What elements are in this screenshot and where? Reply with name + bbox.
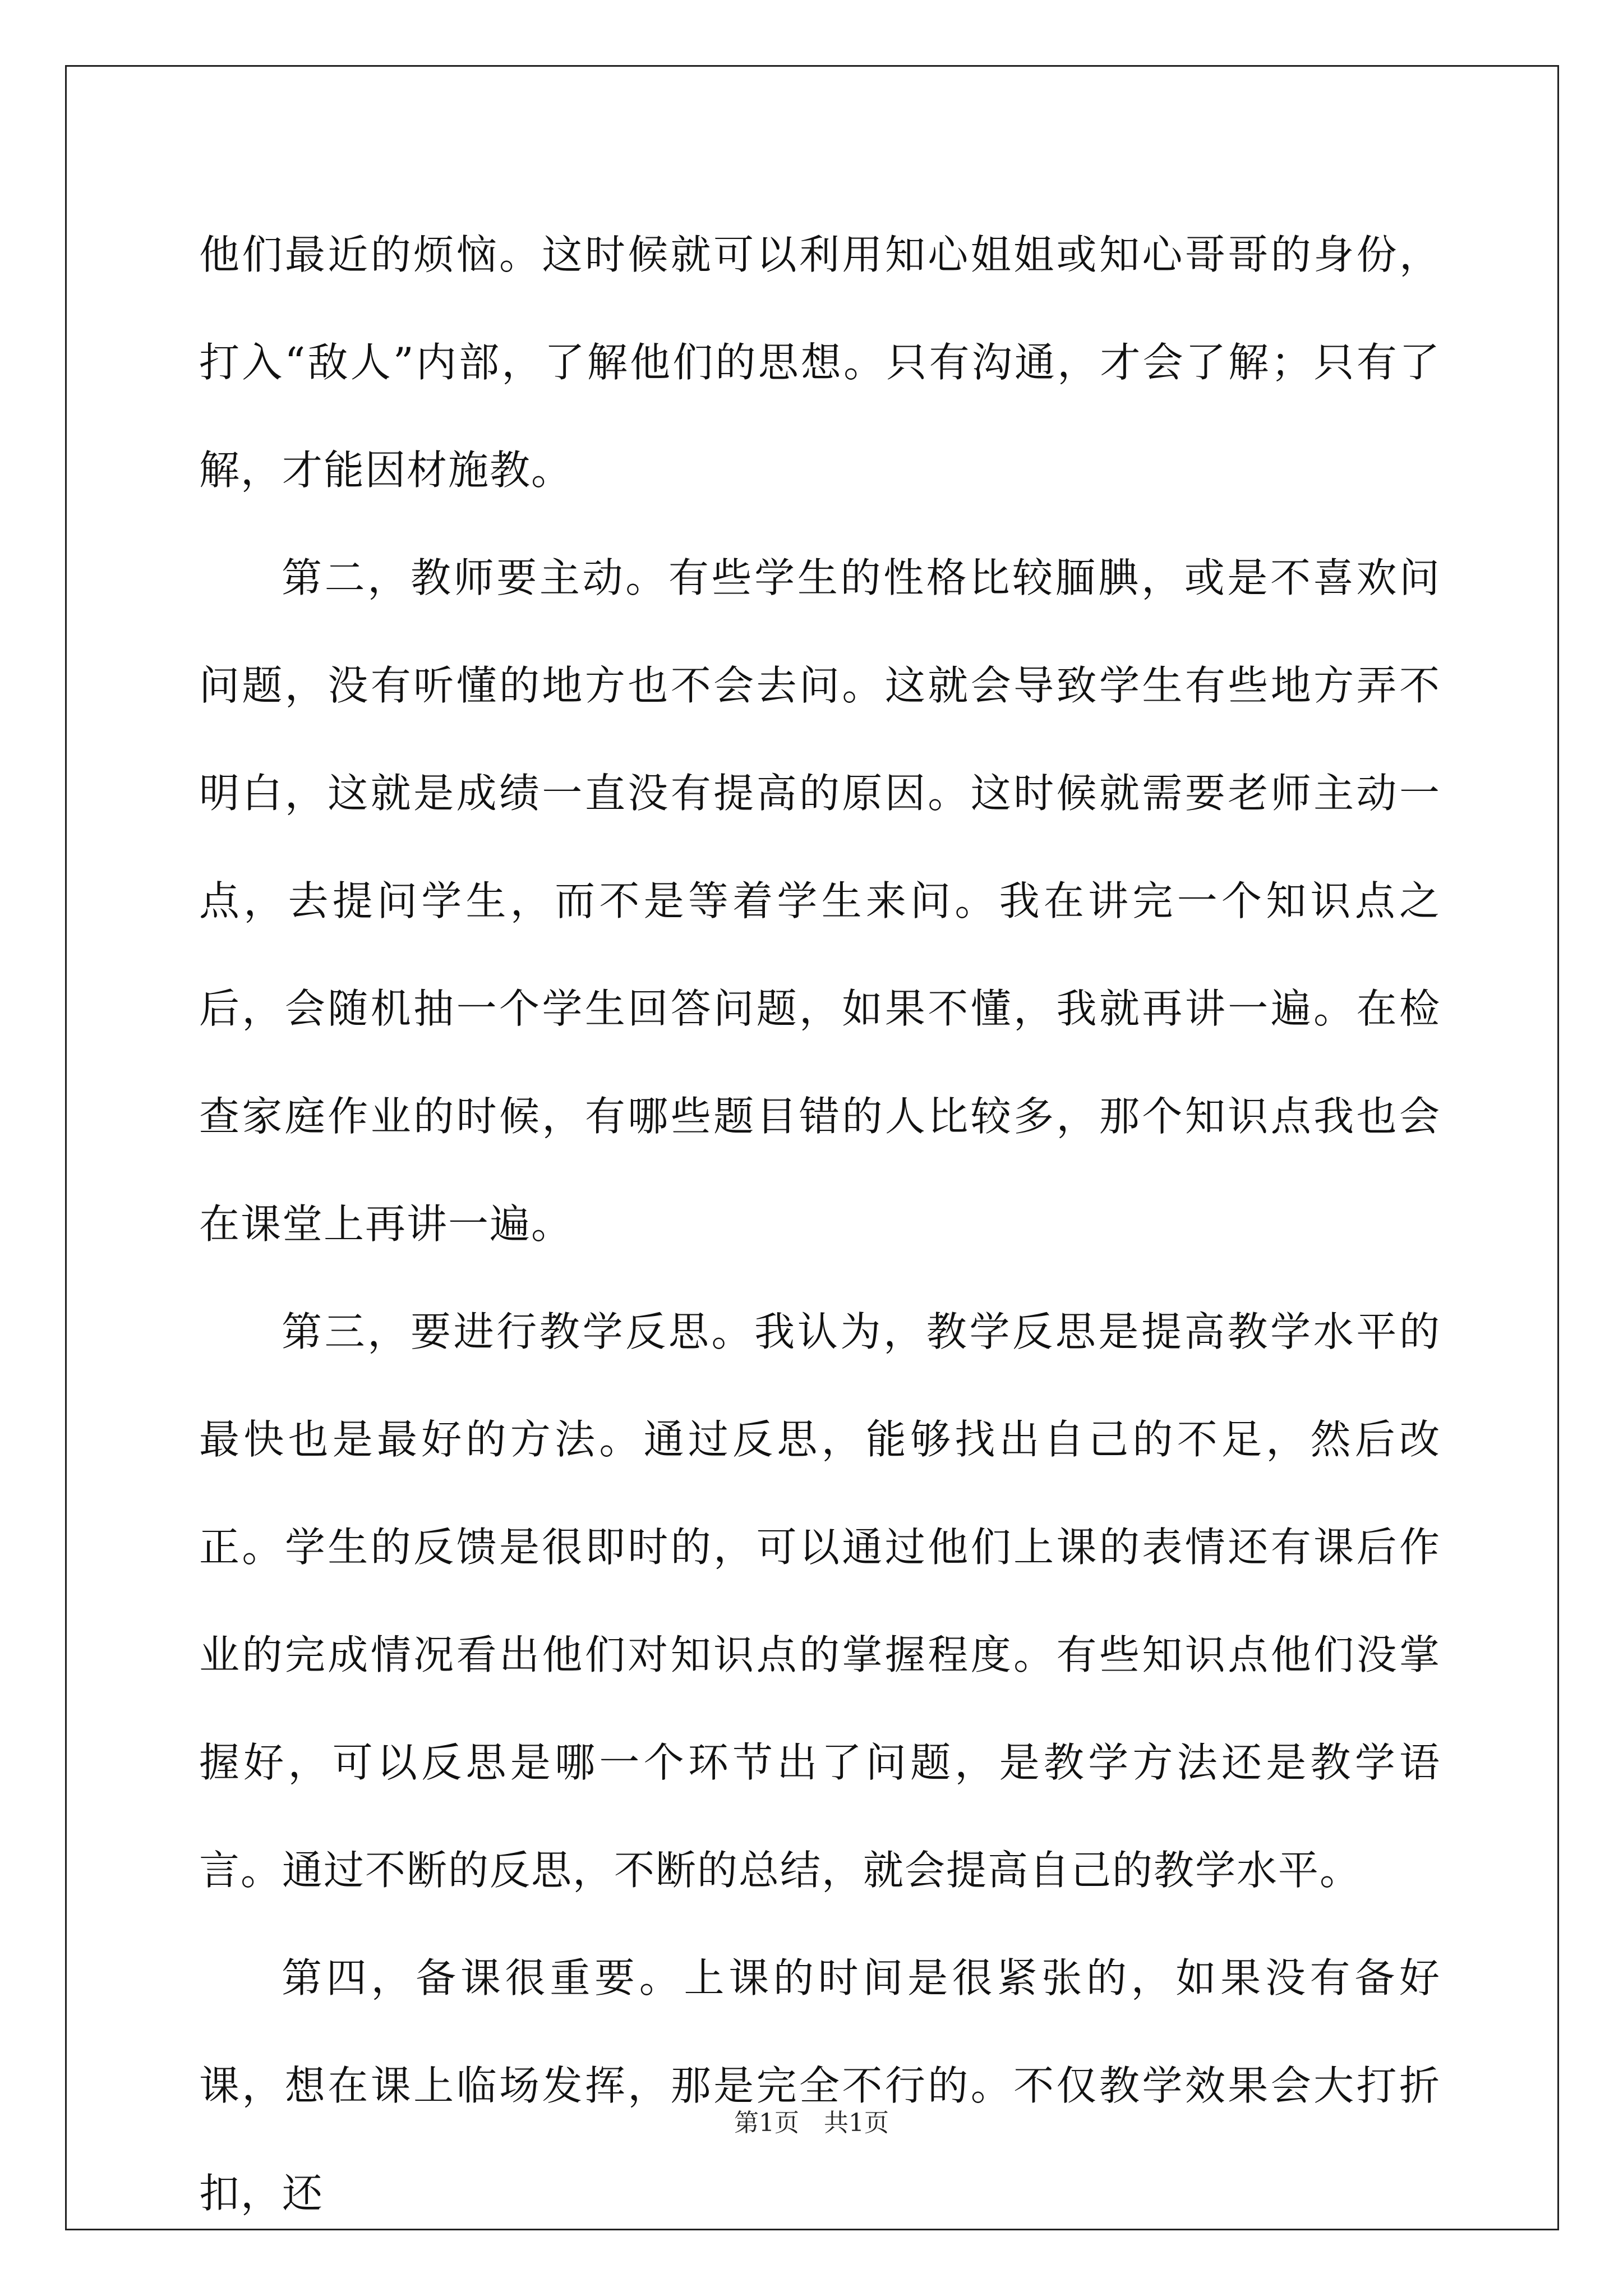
- document-body: [199, 201, 1441, 2247]
- paragraph-3: 第三，要进行教学反思。我认为，教学反思是提高教学水平的最快也是最好的方法。通过反思，能够找出自己的不足，然后改正。学生的反馈是很即时的，可以通过他们上课的表情还有课后作业的完成情况看出他们对知识点的掌握程度。有些知识点他们没掌握好，可以反思是哪一个环节出了问题，是教学方法还是教学语言。通过不断的反思，不断的总结，就会提高自己的教学水平。: [199, 1308, 1441, 1894]
- paragraph-4: 第四，备课很重要。上课的时间是很紧张的，如果没有备好课，想在课上临场发挥，那是完全不行的。不仅教学效果会大打折扣，还: [199, 1954, 1441, 2217]
- paragraph-2: 第二，教师要主动。有些学生的性格比较腼腆，或是不喜欢问问题，没有听懂的地方也不会去问。这就会导致学生有些地方弄不明白，这就是成绩一直没有提高的原因。这时候就需要老师主动一点，去提问学生，而不是等着学生来问。我在讲完一个知识点之后，会随机抽一个学生回答问题，如果不懂，我就再讲一遍。在检查家庭作业的时候，有哪些题目错的人比较多，那个知识点我也会在课堂上再讲一遍。: [199, 554, 1441, 1248]
- paragraph-1: 他们最近的烦恼。这时候就可以利用知心姐姐或知心哥哥的身份，打入“敌人”内部，了解他们的思想。只有沟通，才会了解；只有了解，才能因材施教。: [199, 231, 1441, 494]
- page-footer: [0, 2106, 1623, 2140]
- page-number-current: 第1页: [734, 2109, 799, 2137]
- page-number-total: 共1页: [824, 2109, 889, 2137]
